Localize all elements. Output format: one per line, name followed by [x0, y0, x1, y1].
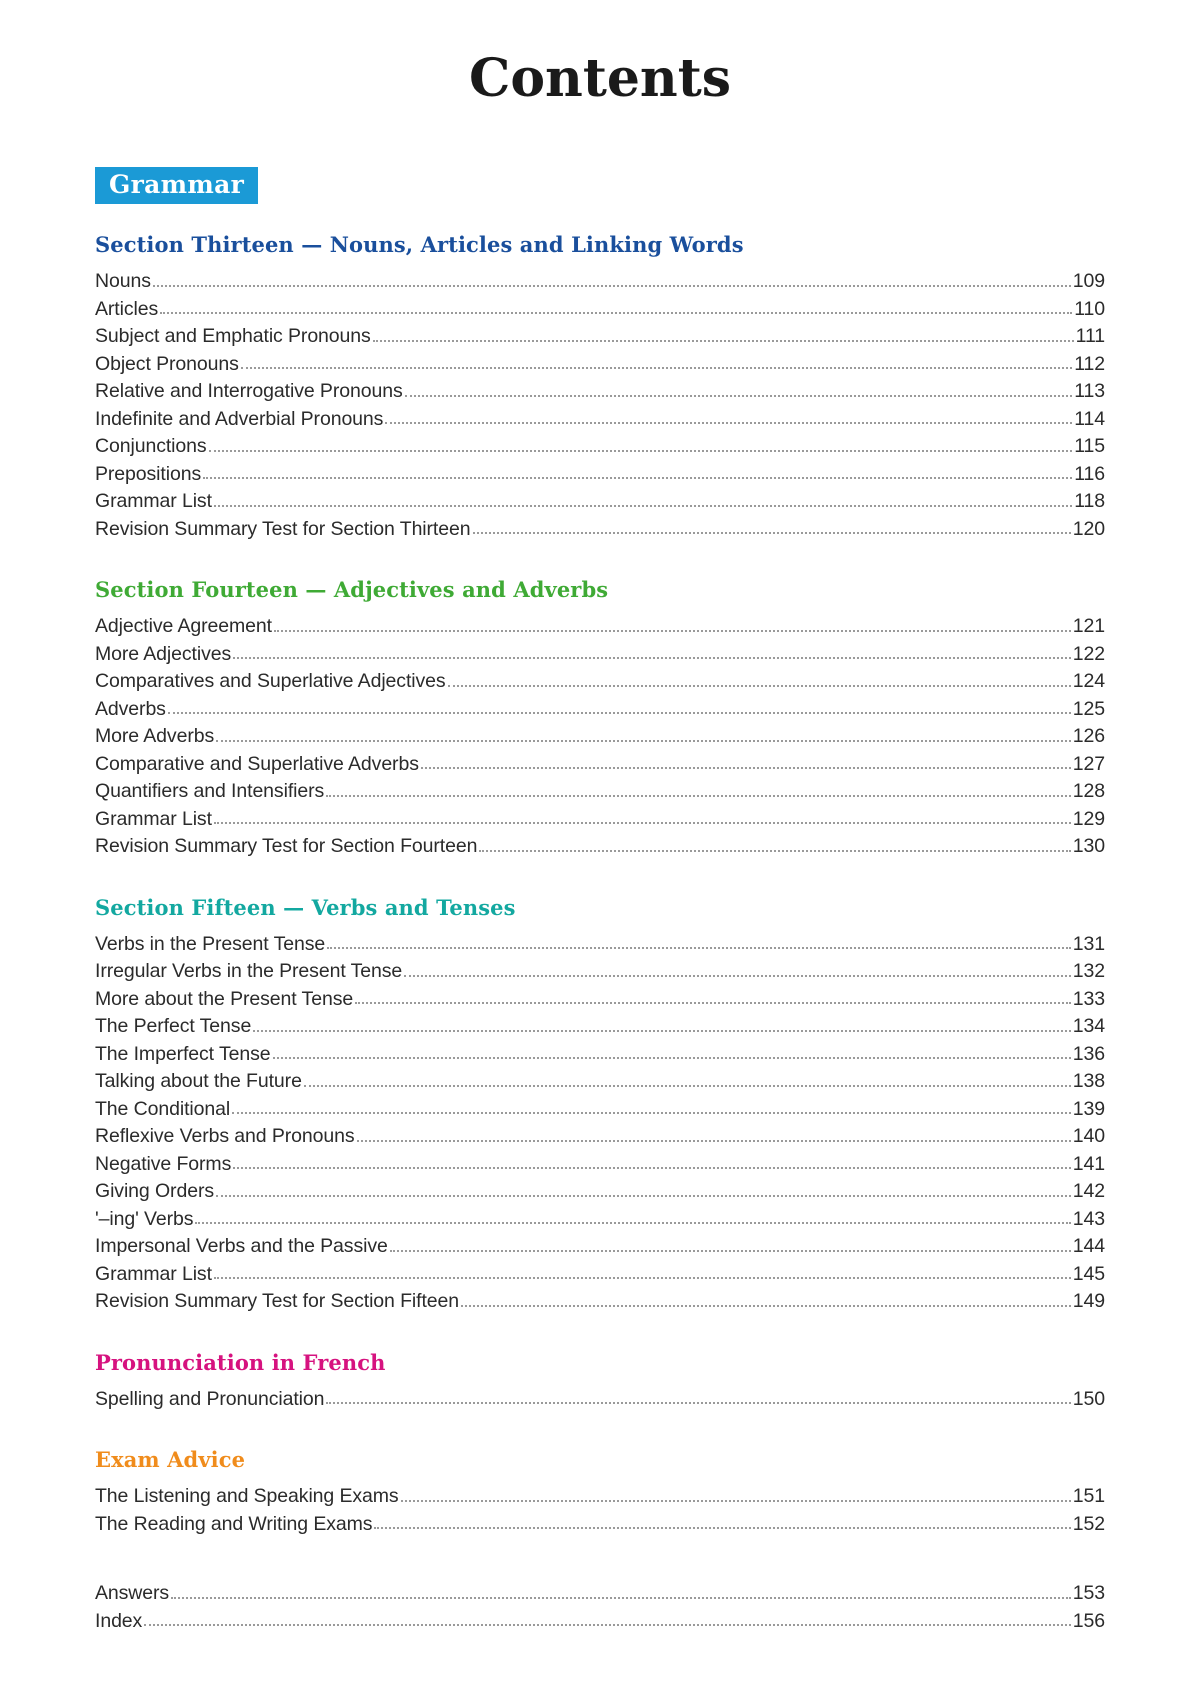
toc-section-group	[95, 232, 1105, 543]
toc-entry[interactable]	[95, 1178, 1105, 1206]
leader-dots	[421, 766, 1071, 769]
toc-entry[interactable]	[95, 323, 1105, 351]
toc-entry-page-number: 112	[1074, 352, 1105, 375]
leader-dots	[241, 366, 1072, 369]
leader-dots	[385, 421, 1072, 424]
toc-entry-label: Prepositions	[95, 462, 202, 485]
leader-dots	[153, 284, 1071, 287]
toc-entry-page-number: 111	[1075, 325, 1105, 347]
toc-entry-page-number: 143	[1072, 1207, 1105, 1230]
toc-entry-page-number: 139	[1072, 1097, 1105, 1120]
toc-entry[interactable]	[95, 751, 1105, 779]
section-groups	[95, 232, 1105, 1538]
toc-entry-label: Revision Summary Test for Section Fourteen	[95, 835, 478, 857]
toc-entry[interactable]	[95, 931, 1105, 959]
toc-entry[interactable]	[95, 1233, 1105, 1261]
toc-section-heading: Exam Advice	[95, 1447, 246, 1472]
leader-dots	[357, 1139, 1071, 1142]
leader-dots	[253, 1029, 1071, 1032]
leader-dots	[144, 1623, 1071, 1626]
toc-entry[interactable]	[95, 1068, 1105, 1096]
toc-entry-label: Verbs in the Present Tense	[95, 932, 326, 955]
toc-entry-label: Object Pronouns	[95, 352, 239, 375]
toc-entry-page-number: 126	[1072, 725, 1105, 747]
toc-entry-label: Irregular Verbs in the Present Tense	[95, 960, 403, 982]
toc-entry-label: More about the Present Tense	[95, 987, 354, 1010]
grammar-banner: Grammar	[95, 167, 258, 204]
toc-entry-label: Adverbs	[95, 697, 166, 720]
toc-entry-label: Spelling and Pronunciation	[95, 1387, 325, 1410]
leader-dots	[390, 1249, 1071, 1252]
leader-dots	[209, 449, 1073, 452]
toc-entry[interactable]	[95, 1123, 1105, 1151]
toc-entry[interactable]	[95, 268, 1105, 296]
toc-entry-page-number: 110	[1074, 297, 1105, 320]
toc-section-group	[95, 895, 1105, 1316]
toc-entry[interactable]	[95, 351, 1105, 379]
toc-entry-page-number: 124	[1072, 670, 1105, 692]
leader-dots	[274, 629, 1071, 632]
toc-entry[interactable]	[95, 1580, 1105, 1608]
toc-entry[interactable]	[95, 1013, 1105, 1041]
leader-dots	[195, 1221, 1070, 1224]
toc-entry-page-number: 127	[1072, 752, 1105, 775]
toc-entry[interactable]	[95, 778, 1105, 806]
grammar-banner-wrap	[95, 167, 1105, 204]
toc-entry[interactable]	[95, 833, 1105, 861]
leader-dots	[401, 1499, 1071, 1502]
toc-entry-page-number: 121	[1072, 615, 1105, 637]
toc-entry-label: Nouns	[95, 270, 151, 292]
toc-entry-page-number: 129	[1072, 807, 1105, 830]
leader-dots	[160, 311, 1072, 314]
toc-entry-page-number: 142	[1072, 1180, 1105, 1202]
leader-dots	[404, 974, 1071, 977]
leader-dots	[448, 684, 1071, 687]
leader-dots	[216, 739, 1071, 742]
leader-dots	[214, 1276, 1071, 1279]
toc-section-group	[95, 577, 1105, 861]
toc-entry-label: Negative Forms	[95, 1152, 232, 1175]
toc-entry[interactable]	[95, 296, 1105, 324]
toc-entry-page-number: 152	[1072, 1512, 1105, 1535]
toc-entry-label: Comparatives and Superlative Adjectives	[95, 670, 446, 692]
toc-entry-page-number: 144	[1072, 1235, 1105, 1257]
leader-dots	[373, 339, 1074, 342]
toc-entry-label: Indefinite and Adverbial Pronouns	[95, 407, 384, 430]
toc-entry-label: Answers	[95, 1582, 170, 1604]
toc-entry[interactable]	[95, 378, 1105, 406]
toc-entry-label: Revision Summary Test for Section Thirteen	[95, 517, 471, 540]
toc-entry-page-number: 122	[1072, 642, 1105, 665]
toc-entry-label: '–ing' Verbs	[95, 1207, 194, 1230]
toc-entry-label: The Perfect Tense	[95, 1015, 252, 1037]
leader-dots	[233, 656, 1071, 659]
leader-dots	[168, 711, 1071, 714]
leader-dots	[479, 849, 1070, 852]
toc-entry-label: Impersonal Verbs and the Passive	[95, 1235, 388, 1257]
toc-entry-label: Quantifiers and Intensifiers	[95, 780, 325, 802]
toc-entry-list	[95, 613, 1105, 861]
toc-entry-page-number: 149	[1072, 1290, 1105, 1312]
toc-entry-label: Subject and Emphatic Pronouns	[95, 325, 371, 347]
toc-section-group	[95, 1350, 1105, 1414]
leader-dots	[214, 821, 1071, 824]
toc-entry-page-number: 138	[1072, 1070, 1105, 1092]
toc-entry-page-number: 128	[1072, 780, 1105, 802]
toc-entry[interactable]	[95, 723, 1105, 751]
toc-entry[interactable]	[95, 1151, 1105, 1179]
leader-dots	[233, 1166, 1071, 1169]
toc-entry-page-number: 136	[1072, 1042, 1105, 1065]
toc-entry-label: More Adverbs	[95, 725, 215, 747]
leader-dots	[171, 1596, 1071, 1599]
leader-dots	[461, 1304, 1071, 1307]
toc-entry-page-number: 141	[1072, 1152, 1105, 1175]
toc-entry[interactable]	[95, 488, 1105, 516]
toc-entry-label: Index	[95, 1609, 143, 1632]
toc-entry[interactable]	[95, 1206, 1105, 1234]
toc-entry[interactable]	[95, 696, 1105, 724]
toc-entry-page-number: 120	[1072, 517, 1105, 540]
toc-entry-label: Comparative and Superlative Adverbs	[95, 752, 419, 775]
toc-entry[interactable]	[95, 958, 1105, 986]
toc-entry-list	[95, 268, 1105, 543]
leader-dots	[304, 1084, 1071, 1087]
toc-entry-page-number: 153	[1072, 1582, 1105, 1604]
toc-entry-label: Grammar List	[95, 490, 212, 512]
toc-entry[interactable]	[95, 806, 1105, 834]
toc-entry[interactable]	[95, 461, 1105, 489]
toc-entry-page-number: 116	[1074, 462, 1105, 485]
toc-entry[interactable]	[95, 1261, 1105, 1289]
toc-entry-label: Adjective Agreement	[95, 615, 272, 637]
toc-entry-page-number: 114	[1074, 407, 1105, 430]
toc-entry-label: Giving Orders	[95, 1180, 214, 1202]
toc-entry-page-number: 145	[1072, 1262, 1105, 1285]
toc-entry[interactable]	[95, 641, 1105, 669]
toc-entry-page-number: 113	[1074, 380, 1105, 402]
toc-entry[interactable]	[95, 1511, 1105, 1539]
toc-entry-label: Grammar List	[95, 1262, 212, 1285]
toc-entry-page-number: 109	[1072, 270, 1105, 292]
toc-entry[interactable]	[95, 1096, 1105, 1124]
toc-entry-label: The Listening and Speaking Exams	[95, 1485, 399, 1507]
toc-section-heading: Pronunciation in French	[95, 1349, 386, 1375]
leader-dots	[273, 1056, 1071, 1059]
toc-entry-list	[95, 931, 1105, 1316]
toc-section-heading: Section Fifteen — Verbs and Tenses	[95, 894, 516, 920]
leader-dots	[473, 531, 1071, 534]
page-title: Contents	[468, 48, 732, 109]
toc-section-heading: Section Thirteen — Nouns, Articles and Linking Words	[95, 232, 744, 257]
leader-dots	[327, 946, 1071, 949]
toc-entry-page-number: 118	[1074, 490, 1105, 512]
toc-entry-label: The Reading and Writing Exams	[95, 1512, 373, 1535]
toc-entry[interactable]	[95, 668, 1105, 696]
toc-entry-page-number: 131	[1072, 932, 1105, 955]
toc-section-heading: Section Fourteen — Adjectives and Adverbs	[95, 577, 609, 602]
toc-entry[interactable]	[95, 433, 1105, 461]
toc-entry[interactable]	[95, 1483, 1105, 1511]
toc-entry-list	[95, 1386, 1105, 1414]
toc-entry[interactable]	[95, 1288, 1105, 1316]
toc-entry-label: Grammar List	[95, 807, 212, 830]
toc-entry-page-number: 125	[1072, 697, 1105, 720]
leader-dots	[405, 394, 1073, 397]
leader-dots	[203, 476, 1072, 479]
toc-entry-label: The Imperfect Tense	[95, 1042, 271, 1065]
toc-entry-label: Conjunctions	[95, 435, 207, 457]
toc-entry-page-number: 150	[1072, 1387, 1105, 1410]
toc-entry-page-number: 151	[1072, 1485, 1105, 1507]
toc-entry-label: Articles	[95, 297, 159, 320]
contents-body	[0, 167, 1200, 1635]
leader-dots	[374, 1526, 1070, 1529]
toc-entry[interactable]	[95, 516, 1105, 544]
tail-entries	[95, 1580, 1105, 1635]
toc-entry[interactable]	[95, 1608, 1105, 1636]
toc-entry-label: Revision Summary Test for Section Fifteen	[95, 1290, 460, 1312]
toc-entry-page-number: 115	[1074, 435, 1105, 457]
leader-dots	[214, 504, 1072, 507]
toc-entry[interactable]	[95, 1386, 1105, 1414]
toc-entry-page-number: 133	[1072, 987, 1105, 1010]
leader-dots	[326, 1401, 1070, 1404]
leader-dots	[326, 794, 1071, 797]
toc-entry-label: More Adjectives	[95, 642, 232, 665]
leader-dots	[216, 1194, 1071, 1197]
toc-entry-page-number: 156	[1072, 1609, 1105, 1632]
toc-entry-page-number: 132	[1072, 960, 1105, 982]
toc-entry-label: Relative and Interrogative Pronouns	[95, 380, 403, 402]
toc-entry-list	[95, 1483, 1105, 1538]
toc-entry-label: The Conditional	[95, 1097, 231, 1120]
toc-entry-label: Reflexive Verbs and Pronouns	[95, 1125, 355, 1147]
leader-dots	[355, 1001, 1071, 1004]
toc-entry[interactable]	[95, 613, 1105, 641]
toc-entry[interactable]	[95, 1041, 1105, 1069]
toc-entry-page-number: 134	[1072, 1015, 1105, 1037]
toc-entry-page-number: 140	[1072, 1125, 1105, 1147]
toc-entry[interactable]	[95, 406, 1105, 434]
toc-entry-page-number: 130	[1072, 835, 1105, 857]
toc-entry[interactable]	[95, 986, 1105, 1014]
leader-dots	[232, 1111, 1071, 1114]
toc-section-group	[95, 1447, 1105, 1538]
toc-entry-label: Talking about the Future	[95, 1070, 302, 1092]
